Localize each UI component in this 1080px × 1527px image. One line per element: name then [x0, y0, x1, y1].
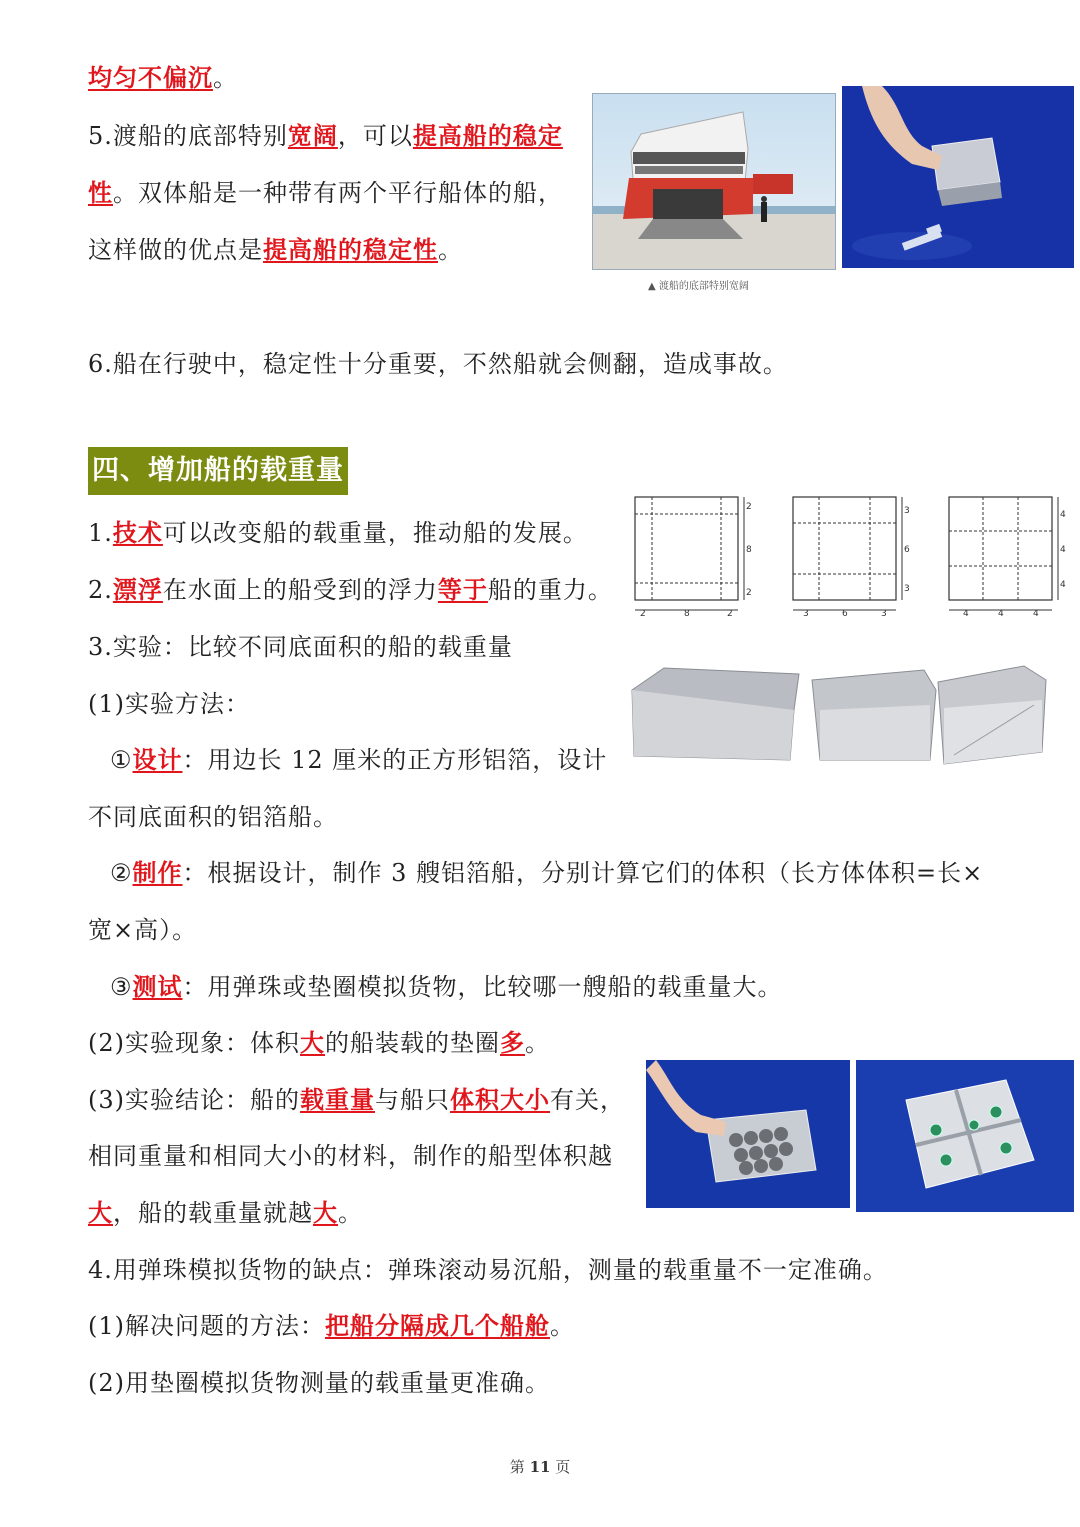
dim-label: 4 — [1033, 609, 1039, 619]
highlight: 提高船的稳定性 — [263, 235, 438, 264]
washers-loading-photo — [646, 1060, 850, 1208]
text: 。 — [338, 1199, 363, 1227]
text: (2)实验现象：体积 — [88, 1029, 300, 1057]
text: ② — [110, 859, 133, 887]
highlight: 技术 — [112, 518, 163, 547]
text: 可以改变船的载重量，推动船的发展。 — [162, 519, 588, 547]
text: ③ — [110, 973, 133, 1001]
text: ，可以 — [337, 122, 413, 150]
text: 1. — [88, 519, 113, 547]
page-footer — [0, 1456, 1080, 1477]
line-0 — [88, 62, 238, 94]
line-5 — [110, 744, 607, 776]
highlight: 宽阔 — [287, 121, 338, 150]
text: 与船只 — [375, 1086, 450, 1114]
highlight: 载重量 — [300, 1085, 375, 1114]
dim-label: 8 — [684, 609, 690, 619]
line-11 — [88, 1084, 625, 1116]
line-5c — [88, 234, 463, 266]
dim-label: 2 — [746, 502, 752, 512]
line-15 — [88, 1310, 575, 1342]
line-14 — [88, 1254, 888, 1286]
highlight: 把船分隔成几个船舱 — [325, 1311, 550, 1340]
footer-post: 页 — [555, 1458, 571, 1476]
text: 这样做的优点是 — [88, 236, 263, 264]
text: (3)实验结论：船的 — [88, 1086, 300, 1114]
text: ：用弹珠或垫圈模拟货物，比较哪一艘船的载重量大。 — [182, 973, 783, 1001]
highlight: 多 — [500, 1028, 525, 1057]
text: (2)用垫圈模拟货物测量的载重量更准确。 — [88, 1369, 550, 1397]
highlight: 等于 — [437, 575, 488, 604]
section-heading: 四、增加船的载重量 — [88, 447, 348, 495]
dim-label: 4 — [963, 609, 969, 619]
highlight: 漂浮 — [112, 575, 163, 604]
line-6b — [88, 801, 338, 833]
text: 。 — [213, 64, 238, 92]
highlight: 均匀不偏沉 — [88, 63, 213, 92]
line-3 — [88, 631, 513, 663]
text: ：用边长 12 厘米的正方形铝箔，设计 — [182, 746, 608, 774]
dim-label: 4 — [1060, 580, 1066, 590]
highlight: 提高船的稳定 — [412, 121, 563, 150]
caption-text: 渡船的底部特别宽阔 — [658, 281, 749, 292]
highlight: 制作 — [132, 858, 183, 887]
line-7 — [110, 857, 983, 889]
dim-label: 2 — [746, 588, 752, 598]
foil-boat-water-photo — [842, 86, 1074, 268]
line-5a — [88, 120, 563, 152]
text: (1)解决问题的方法： — [88, 1312, 325, 1340]
foil-boats-photo — [624, 660, 1052, 768]
fold-diagram-3 — [946, 494, 1072, 620]
figure-caption: ▲ 渡船的底部特别宽阔 — [648, 281, 749, 292]
line-9 — [110, 971, 783, 1003]
line-1 — [88, 517, 588, 549]
text: 不同底面积的铝箔船。 — [88, 803, 338, 831]
text: (1)实验方法： — [88, 690, 250, 718]
dim-label: 4 — [1060, 510, 1066, 520]
dim-label: 4 — [1060, 545, 1066, 555]
text: 2. — [88, 576, 113, 604]
dim-label: 2 — [640, 609, 646, 619]
fold-diagram-1 — [632, 494, 758, 620]
highlight: 大 — [300, 1028, 325, 1057]
text: 有关， — [550, 1086, 625, 1114]
text: 6.船在行驶中，稳定性十分重要，不然船就会侧翻，造成事故。 — [88, 350, 788, 378]
highlight: 体积大小 — [450, 1085, 550, 1114]
marbles-compartment-photo — [856, 1060, 1074, 1212]
dim-label: 3 — [881, 609, 887, 619]
text: 宽×高）。 — [88, 916, 198, 944]
highlight: 大 — [88, 1198, 113, 1227]
line-12 — [88, 1140, 613, 1172]
text: 船的重力。 — [487, 576, 613, 604]
highlight: 大 — [313, 1198, 338, 1227]
text: 。双体船是一种带有两个平行船体的船， — [113, 179, 563, 207]
line-5b — [88, 177, 563, 209]
dim-label: 3 — [803, 609, 809, 619]
dim-label: 3 — [904, 584, 910, 594]
text: 4.用弹珠模拟货物的缺点：弹珠滚动易沉船，测量的载重量不一定准确。 — [88, 1256, 888, 1284]
line-6 — [88, 348, 788, 380]
dim-label: 2 — [727, 609, 733, 619]
text: 在水面上的船受到的浮力 — [162, 576, 438, 604]
highlight: 性 — [88, 178, 113, 207]
line-13 — [88, 1197, 363, 1229]
line-10 — [88, 1027, 550, 1059]
page-number: 11 — [529, 1458, 551, 1476]
text: 的船装载的垫圈 — [325, 1029, 500, 1057]
dim-label: 8 — [746, 545, 752, 555]
text: ① — [110, 746, 133, 774]
line-2 — [88, 574, 613, 606]
text: 3.实验：比较不同底面积的船的载重量 — [88, 633, 513, 661]
text: 。 — [438, 236, 463, 264]
dim-label: 6 — [904, 545, 910, 555]
fold-diagram-2 — [790, 494, 916, 620]
dim-label: 4 — [998, 609, 1004, 619]
text: 。 — [550, 1312, 575, 1340]
ferry-photo — [592, 93, 836, 270]
dim-label: 6 — [842, 609, 848, 619]
dim-label: 3 — [904, 506, 910, 516]
line-8 — [88, 914, 197, 946]
footer-pre: 第 — [509, 1458, 525, 1476]
text: 。 — [525, 1029, 550, 1057]
text: ，船的载重量就越 — [113, 1199, 313, 1227]
line-16 — [88, 1367, 550, 1399]
line-4 — [88, 688, 250, 720]
text: 5.渡船的底部特别 — [88, 122, 288, 150]
highlight: 设计 — [132, 745, 183, 774]
text: ：根据设计，制作 3 艘铝箔船，分别计算它们的体积（长方体体积=长× — [182, 859, 984, 887]
highlight: 测试 — [132, 972, 183, 1001]
text: 相同重量和相同大小的材料，制作的船型体积越 — [88, 1142, 613, 1170]
